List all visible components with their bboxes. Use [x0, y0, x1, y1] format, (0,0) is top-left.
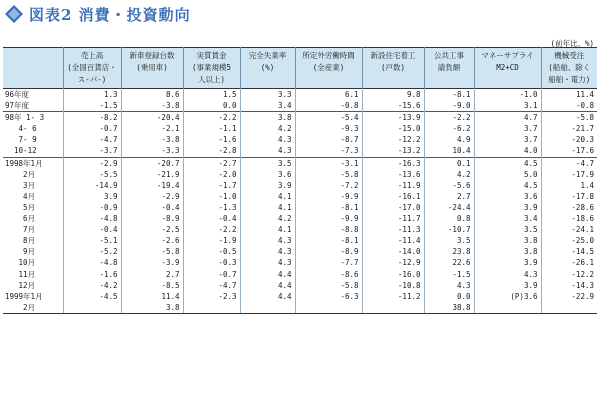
table-cell: [541, 302, 597, 314]
col-header: 実質賃金: [183, 48, 240, 63]
table-row: [3, 246, 597, 257]
table-cell: -20.4: [121, 112, 183, 124]
table-cell: 4.3: [240, 145, 295, 157]
table-cell: -13.9: [362, 112, 424, 124]
table-cell: -0.3: [183, 257, 240, 268]
table-row: [3, 169, 597, 180]
table-cell: -5.4: [295, 112, 362, 124]
col-header: 新車登録台数: [121, 48, 183, 63]
table-cell: 4.3: [240, 257, 295, 268]
table-cell: -7.3: [295, 145, 362, 157]
table-cell: 3.7: [474, 134, 541, 145]
table-cell: -2.3: [183, 291, 240, 302]
unit-note: (前年比、%): [550, 39, 594, 48]
table-cell: -4.8: [63, 257, 121, 268]
table-cell: 4.2: [240, 213, 295, 224]
table-cell: 6.1: [295, 89, 362, 101]
row-label: 97年度: [5, 101, 30, 111]
table-cell: -18.6: [541, 213, 597, 224]
table-cell: -1.1: [183, 123, 240, 134]
row-label: 4月: [5, 191, 36, 201]
table-cell: -2.2: [183, 112, 240, 124]
header-corner: [3, 62, 63, 74]
table-cell: -3.3: [121, 145, 183, 157]
table-cell: 0.0: [424, 291, 474, 302]
col-subheader: 人以上): [183, 74, 240, 89]
table-cell: -7.7: [295, 257, 362, 268]
table-cell: 4.1: [240, 224, 295, 235]
row-label: 2月: [5, 169, 36, 179]
table-cell: -8.9: [295, 246, 362, 257]
table-cell: 4.2: [240, 123, 295, 134]
table-cell: [474, 302, 541, 314]
table-cell: 3.6: [240, 169, 295, 180]
table-cell: -9.9: [295, 191, 362, 202]
table-cell: -8.8: [295, 224, 362, 235]
table-cell: -8.9: [121, 213, 183, 224]
table-cell: 3.4: [240, 100, 295, 112]
table-cell: 3.5: [240, 157, 295, 169]
table-cell: 4.3: [240, 134, 295, 145]
table-cell: 0.1: [424, 157, 474, 169]
col-subheader: (戸数): [362, 62, 424, 74]
table-cell: -4.5: [63, 291, 121, 302]
table-cell: -11.2: [362, 291, 424, 302]
table-cell: -20.7: [121, 157, 183, 169]
table-cell: -15.6: [362, 100, 424, 112]
table-cell: -2.9: [63, 157, 121, 169]
table-cell: -0.9: [63, 202, 121, 213]
table-cell: -17.8: [541, 191, 597, 202]
table-cell: 4.1: [240, 191, 295, 202]
table-cell: -3.7: [63, 145, 121, 157]
table-cell: -2.7: [183, 157, 240, 169]
table-cell: [63, 302, 121, 314]
table-cell: -21.7: [541, 123, 597, 134]
row-label: 12月: [5, 280, 36, 290]
header-row-2: [3, 62, 597, 74]
table-cell: -4.7: [63, 134, 121, 145]
table-cell: -19.4: [121, 180, 183, 191]
col-subheader: ス-パ-): [63, 74, 121, 89]
table-cell: -1.7: [183, 180, 240, 191]
table-cell: -11.9: [362, 180, 424, 191]
header-row-3: [3, 74, 597, 89]
table-cell: -17.9: [541, 169, 597, 180]
table-cell: -4.7: [183, 280, 240, 291]
table-cell: -1.5: [424, 269, 474, 280]
table-cell: -2.6: [121, 235, 183, 246]
table-cell: -0.8: [541, 100, 597, 112]
table-cell: -25.0: [541, 235, 597, 246]
table-cell: -11.4: [362, 235, 424, 246]
table-cell: -16.1: [362, 191, 424, 202]
table-cell: 3.9: [63, 191, 121, 202]
table-cell: -20.3: [541, 134, 597, 145]
page-title: 図表2 消費・投資動向: [29, 5, 191, 24]
row-label: 4- 6: [5, 124, 37, 134]
row-label: 1999年1月: [5, 291, 43, 301]
table-body: [3, 89, 597, 314]
table-cell: -12.2: [362, 134, 424, 145]
table-cell: -24.4: [424, 202, 474, 213]
table-cell: -6.3: [295, 291, 362, 302]
row-label: 9月: [5, 247, 36, 257]
table-cell: -8.1: [424, 89, 474, 101]
table-cell: -14.3: [541, 280, 597, 291]
col-subheader: (船舶、除く: [541, 62, 597, 74]
table-cell: -12.9: [362, 257, 424, 268]
table-cell: -8.7: [295, 134, 362, 145]
table-row: [3, 157, 597, 169]
row-label: 98年 1- 3: [3, 112, 63, 124]
table-row: [3, 224, 597, 235]
table-cell: 3.9: [474, 280, 541, 291]
table-cell: 22.6: [424, 257, 474, 268]
header-corner: [3, 48, 63, 63]
table-cell: -2.2: [424, 112, 474, 124]
table-cell: (P)3.6: [474, 291, 541, 302]
col-subheader: [362, 74, 424, 89]
table-cell: 4.3: [424, 280, 474, 291]
table-cell: -3.1: [295, 157, 362, 169]
row-label: 6月: [5, 214, 36, 224]
table-cell: -13.6: [362, 169, 424, 180]
table-cell: 4.3: [240, 246, 295, 257]
table-cell: 3.8: [474, 235, 541, 246]
table-cell: -2.1: [121, 123, 183, 134]
table-cell: 5.0: [474, 169, 541, 180]
header-corner: [3, 74, 63, 89]
row-label: 7- 9: [5, 135, 37, 145]
table-cell: 4.2: [424, 169, 474, 180]
table-cell: 9.8: [362, 89, 424, 101]
table-cell: -14.5: [541, 246, 597, 257]
row-label: 1998年1月: [3, 157, 63, 169]
table-cell: 1.5: [183, 89, 240, 101]
table-cell: 0.0: [183, 100, 240, 112]
table-cell: -1.6: [63, 269, 121, 280]
table-cell: -21.9: [121, 169, 183, 180]
table-cell: -1.0: [183, 191, 240, 202]
table-cell: -5.1: [63, 235, 121, 246]
col-subheader: 船舶・電力): [541, 74, 597, 89]
row-label: 10月: [5, 258, 36, 268]
table-cell: 4.9: [424, 134, 474, 145]
table-cell: 4.5: [474, 180, 541, 191]
col-header: 売上高: [63, 48, 121, 63]
table-cell: 3.9: [474, 257, 541, 268]
table-cell: -16.3: [362, 157, 424, 169]
col-subheader: [424, 74, 474, 89]
table-cell: -3.8: [121, 100, 183, 112]
col-subheader: (事業規模5: [183, 62, 240, 74]
table-cell: -5.5: [63, 169, 121, 180]
col-subheader: [474, 74, 541, 89]
table-cell: -5.8: [295, 280, 362, 291]
table-cell: 3.1: [474, 100, 541, 112]
table-cell: 3.9: [474, 202, 541, 213]
table-cell: -0.7: [183, 269, 240, 280]
col-header: マネーサプライ: [474, 48, 541, 63]
table-cell: -15.0: [362, 123, 424, 134]
table-cell: 4.1: [240, 202, 295, 213]
col-header: 新設住宅着工: [362, 48, 424, 63]
col-subheader: [240, 74, 295, 89]
table-row: [3, 213, 597, 224]
table-cell: 3.8: [240, 112, 295, 124]
table-cell: 4.7: [474, 112, 541, 124]
table-cell: -24.1: [541, 224, 597, 235]
row-label: 5月: [5, 202, 36, 212]
table-row: [3, 191, 597, 202]
table-cell: -4.7: [541, 157, 597, 169]
table-row: [3, 112, 597, 124]
row-label: 11月: [5, 269, 36, 279]
table-cell: -2.0: [183, 169, 240, 180]
table-cell: -10.7: [424, 224, 474, 235]
blue-diamond-icon: [4, 4, 24, 24]
table-cell: 3.4: [474, 213, 541, 224]
col-subheader: M2+CD: [474, 62, 541, 74]
table-cell: -5.8: [295, 169, 362, 180]
table-cell: 38.8: [424, 302, 474, 314]
table-cell: 4.3: [474, 269, 541, 280]
table-cell: -22.9: [541, 291, 597, 302]
table-cell: -2.8: [183, 145, 240, 157]
table-cell: -2.9: [121, 191, 183, 202]
table-cell: [362, 302, 424, 314]
table-row: [3, 89, 597, 101]
table-cell: -1.3: [183, 202, 240, 213]
table-cell: 4.3: [240, 235, 295, 246]
table-cell: 3.6: [474, 191, 541, 202]
table-cell: -0.8: [295, 100, 362, 112]
row-label: 8月: [5, 236, 36, 246]
table-row: [3, 302, 597, 314]
table-cell: -11.3: [362, 224, 424, 235]
table-cell: -10.8: [362, 280, 424, 291]
table-cell: -3.8: [121, 134, 183, 145]
table-row: [3, 257, 597, 268]
table-cell: -8.1: [295, 202, 362, 213]
table-cell: 2.7: [121, 269, 183, 280]
row-label: 3月: [5, 180, 36, 190]
table-cell: -2.5: [121, 224, 183, 235]
table-cell: 10.4: [424, 145, 474, 157]
table-cell: -14.9: [63, 180, 121, 191]
table-cell: -8.6: [295, 269, 362, 280]
col-subheader: [121, 74, 183, 89]
table-cell: -8.1: [295, 235, 362, 246]
table-cell: -13.2: [362, 145, 424, 157]
table-cell: 11.4: [121, 291, 183, 302]
table-cell: 8.6: [121, 89, 183, 101]
table-cell: 3.9: [240, 180, 295, 191]
table-row: [3, 269, 597, 280]
table-row: [3, 235, 597, 246]
col-header: 所定外労働時間: [295, 48, 362, 63]
row-label: 10-12: [5, 146, 37, 156]
table-cell: -5.8: [541, 112, 597, 124]
table-cell: 1.3: [63, 89, 121, 101]
table-cell: -6.2: [424, 123, 474, 134]
table-cell: -8.5: [121, 280, 183, 291]
col-subheader: 請負額: [424, 62, 474, 74]
table-cell: [183, 302, 240, 314]
table-row: [3, 291, 597, 302]
table-cell: 4.0: [474, 145, 541, 157]
table-cell: -1.9: [183, 235, 240, 246]
col-subheader: (%): [240, 62, 295, 74]
table-cell: -8.2: [63, 112, 121, 124]
table-cell: -3.9: [121, 257, 183, 268]
table-header: [3, 48, 597, 89]
table-cell: [295, 302, 362, 314]
table-cell: 1.4: [541, 180, 597, 191]
table-cell: 0.8: [424, 213, 474, 224]
table-cell: -0.5: [183, 246, 240, 257]
table-cell: -0.7: [63, 123, 121, 134]
col-header: 機械受注: [541, 48, 597, 63]
col-header: 完全失業率: [240, 48, 295, 63]
table-cell: 3.8: [121, 302, 183, 314]
table-cell: -17.6: [541, 145, 597, 157]
table-cell: -28.6: [541, 202, 597, 213]
table-cell: 2.7: [424, 191, 474, 202]
table-cell: -5.8: [121, 246, 183, 257]
table-cell: -4.8: [63, 213, 121, 224]
table-cell: -2.2: [183, 224, 240, 235]
table-cell: -17.0: [362, 202, 424, 213]
table-row: [3, 180, 597, 191]
table-cell: 3.5: [424, 235, 474, 246]
table-row: [3, 100, 597, 112]
row-label: 96年度: [5, 90, 30, 99]
table-cell: 23.8: [424, 246, 474, 257]
table-cell: -4.2: [63, 280, 121, 291]
table-row: [3, 280, 597, 291]
table-row: [3, 134, 597, 145]
table-cell: [240, 302, 295, 314]
row-label: 2月: [3, 302, 63, 314]
table-cell: -11.7: [362, 213, 424, 224]
table-cell: 3.3: [240, 89, 295, 101]
table-cell: 3.5: [474, 224, 541, 235]
table-cell: -5.2: [63, 246, 121, 257]
table-cell: -14.0: [362, 246, 424, 257]
table-cell: 4.4: [240, 280, 295, 291]
table-cell: -0.4: [63, 224, 121, 235]
col-subheader: [295, 74, 362, 89]
col-subheader: (乗用車): [121, 62, 183, 74]
table-cell: -9.3: [295, 123, 362, 134]
table-cell: 4.4: [240, 269, 295, 280]
data-table: [3, 47, 597, 314]
table-cell: -7.2: [295, 180, 362, 191]
table-cell: 4.5: [474, 157, 541, 169]
table-cell: 11.4: [541, 89, 597, 101]
col-subheader: (全国百貨店・: [63, 62, 121, 74]
table-cell: 3.7: [474, 123, 541, 134]
col-subheader: (全産業): [295, 62, 362, 74]
row-label: 7月: [5, 225, 36, 235]
table-row: [3, 145, 597, 157]
table-cell: -5.6: [424, 180, 474, 191]
table-cell: -9.9: [295, 213, 362, 224]
table-cell: -1.5: [63, 100, 121, 112]
header-row-1: [3, 48, 597, 63]
table-cell: -0.4: [121, 202, 183, 213]
table-cell: -9.0: [424, 100, 474, 112]
table-cell: 4.4: [240, 291, 295, 302]
table-row: [3, 123, 597, 134]
table-cell: -0.4: [183, 213, 240, 224]
table-cell: 3.8: [474, 246, 541, 257]
table-row: [3, 202, 597, 213]
table-cell: -12.2: [541, 269, 597, 280]
col-header: 公共工事: [424, 48, 474, 63]
table-cell: -16.0: [362, 269, 424, 280]
table-cell: -26.1: [541, 257, 597, 268]
table-cell: -1.0: [474, 89, 541, 101]
page-title-block: [4, 3, 191, 25]
table-cell: -1.6: [183, 134, 240, 145]
